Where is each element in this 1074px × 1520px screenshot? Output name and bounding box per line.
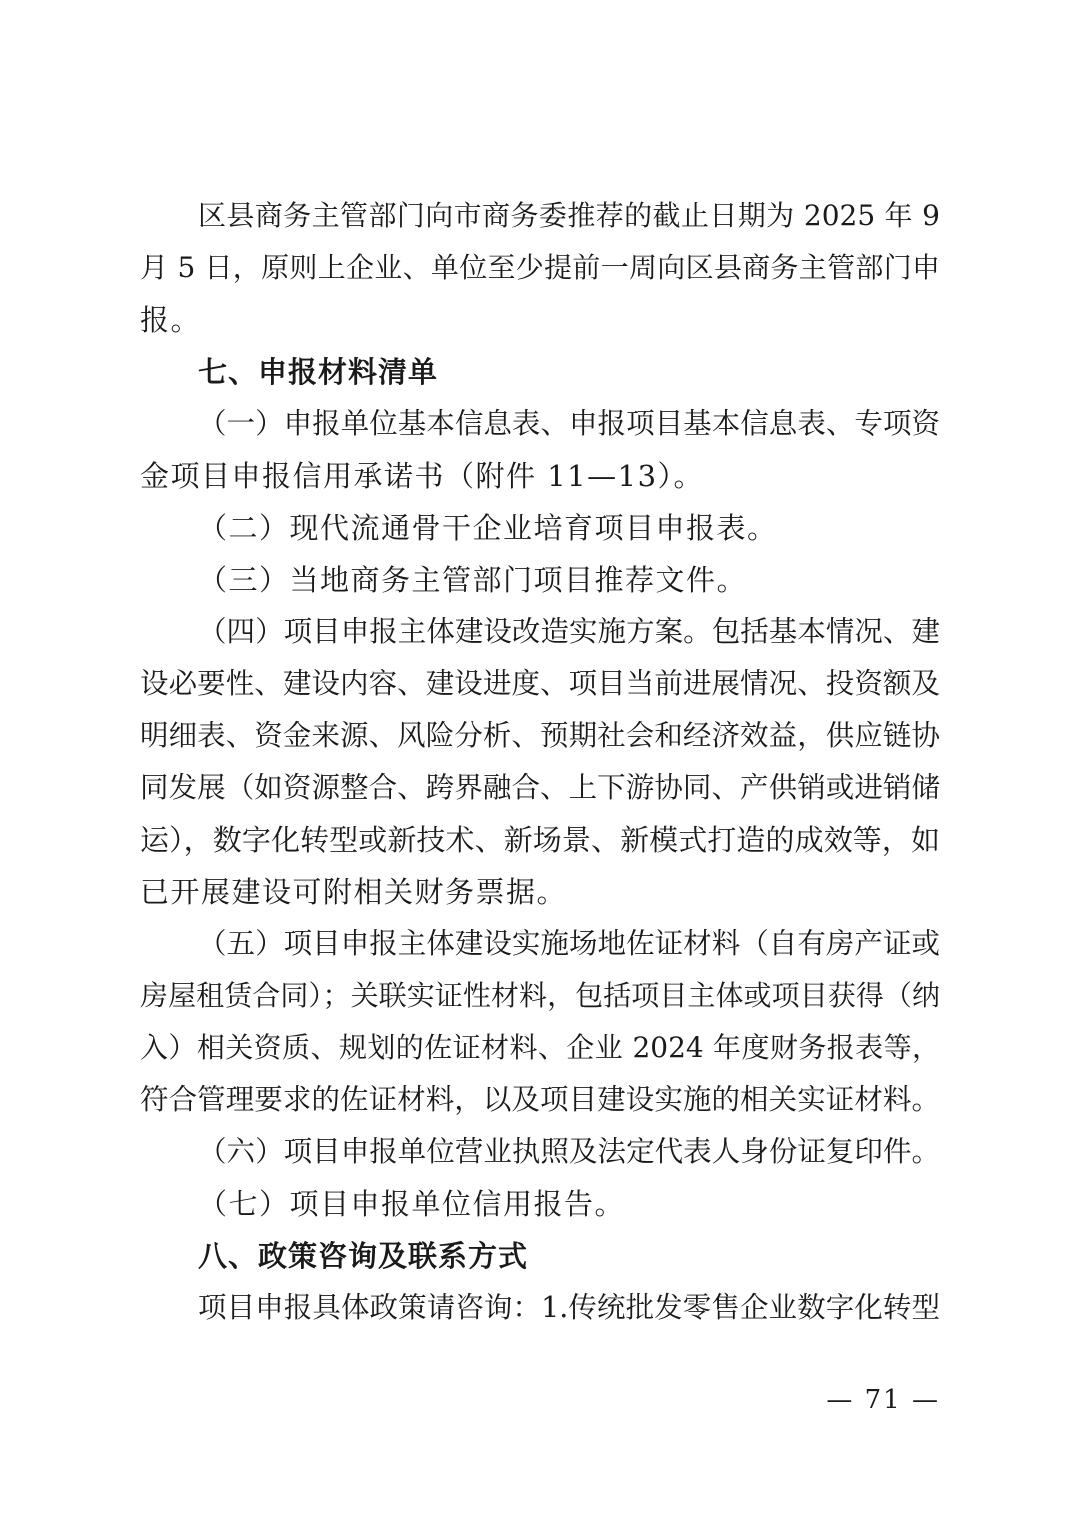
section-7-heading: 七、申报材料清单 — [198, 355, 439, 389]
section-7-item-4-line-1: （四）项目申报主体建设改造实施方案。包括基本情况、建 — [198, 615, 940, 648]
section-7-item-4-line-5: 运），数字化转型或新技术、新场景、新模式打造的成效等，如 — [140, 823, 940, 857]
section-7-item-7: （七）项目申报单位信用报告。 — [198, 1187, 626, 1221]
section-7-item-1-line-1: （一）申报单位基本信息表、申报项目基本信息表、专项资 — [198, 407, 940, 440]
section-7-item-4-line-4: 同发展（如资源整合、跨界融合、上下游协同、产供销或进销储 — [140, 771, 940, 804]
deadline-paragraph-line-3: 报。 — [140, 303, 202, 337]
section-8-intro: 项目申报具体政策请咨询：1.传统批发零售企业数字化转型 — [198, 1291, 940, 1324]
section-7-item-6: （六）项目申报单位营业执照及法定代表人身份证复印件。 — [198, 1135, 940, 1168]
section-7-item-5-line-2: 房屋租赁合同）；关联实证性材料，包括项目主体或项目获得（纳 — [140, 979, 940, 1012]
section-7-item-4-line-6: 已开展建设可附相关财务票据。 — [140, 875, 568, 909]
section-7-item-3: （三）当地商务主管部门项目推荐文件。 — [198, 563, 748, 597]
section-7-item-5-line-4: 符合管理要求的佐证材料，以及项目建设实施的相关实证材料。 — [140, 1083, 940, 1116]
section-8-heading: 八、政策咨询及联系方式 — [198, 1239, 529, 1273]
deadline-paragraph-line-2: 月 5 日，原则上企业、单位至少提前一周向区县商务主管部门申 — [140, 251, 940, 284]
section-7-item-2: （二）现代流通骨干企业培育项目申报表。 — [198, 511, 778, 545]
deadline-paragraph-line-1: 区县商务主管部门向市商务委推荐的截止日期为 2025 年 9 — [198, 199, 940, 232]
page-number: — 71 — — [826, 1385, 940, 1415]
section-7-item-1-line-2: 金项目申报信用承诺书（附件 11—13）。 — [140, 459, 705, 493]
section-7-item-5-line-1: （五）项目申报主体建设实施场地佐证材料（自有房产证或 — [198, 927, 940, 960]
section-7-item-5-line-3: 入）相关资质、规划的佐证材料、企业 2024 年度财务报表等， — [140, 1031, 940, 1064]
section-7-item-4-line-2: 设必要性、建设内容、建设进度、项目当前进展情况、投资额及 — [140, 667, 940, 700]
section-7-item-4-line-3: 明细表、资金来源、风险分析、预期社会和经济效益，供应链协 — [140, 719, 940, 752]
